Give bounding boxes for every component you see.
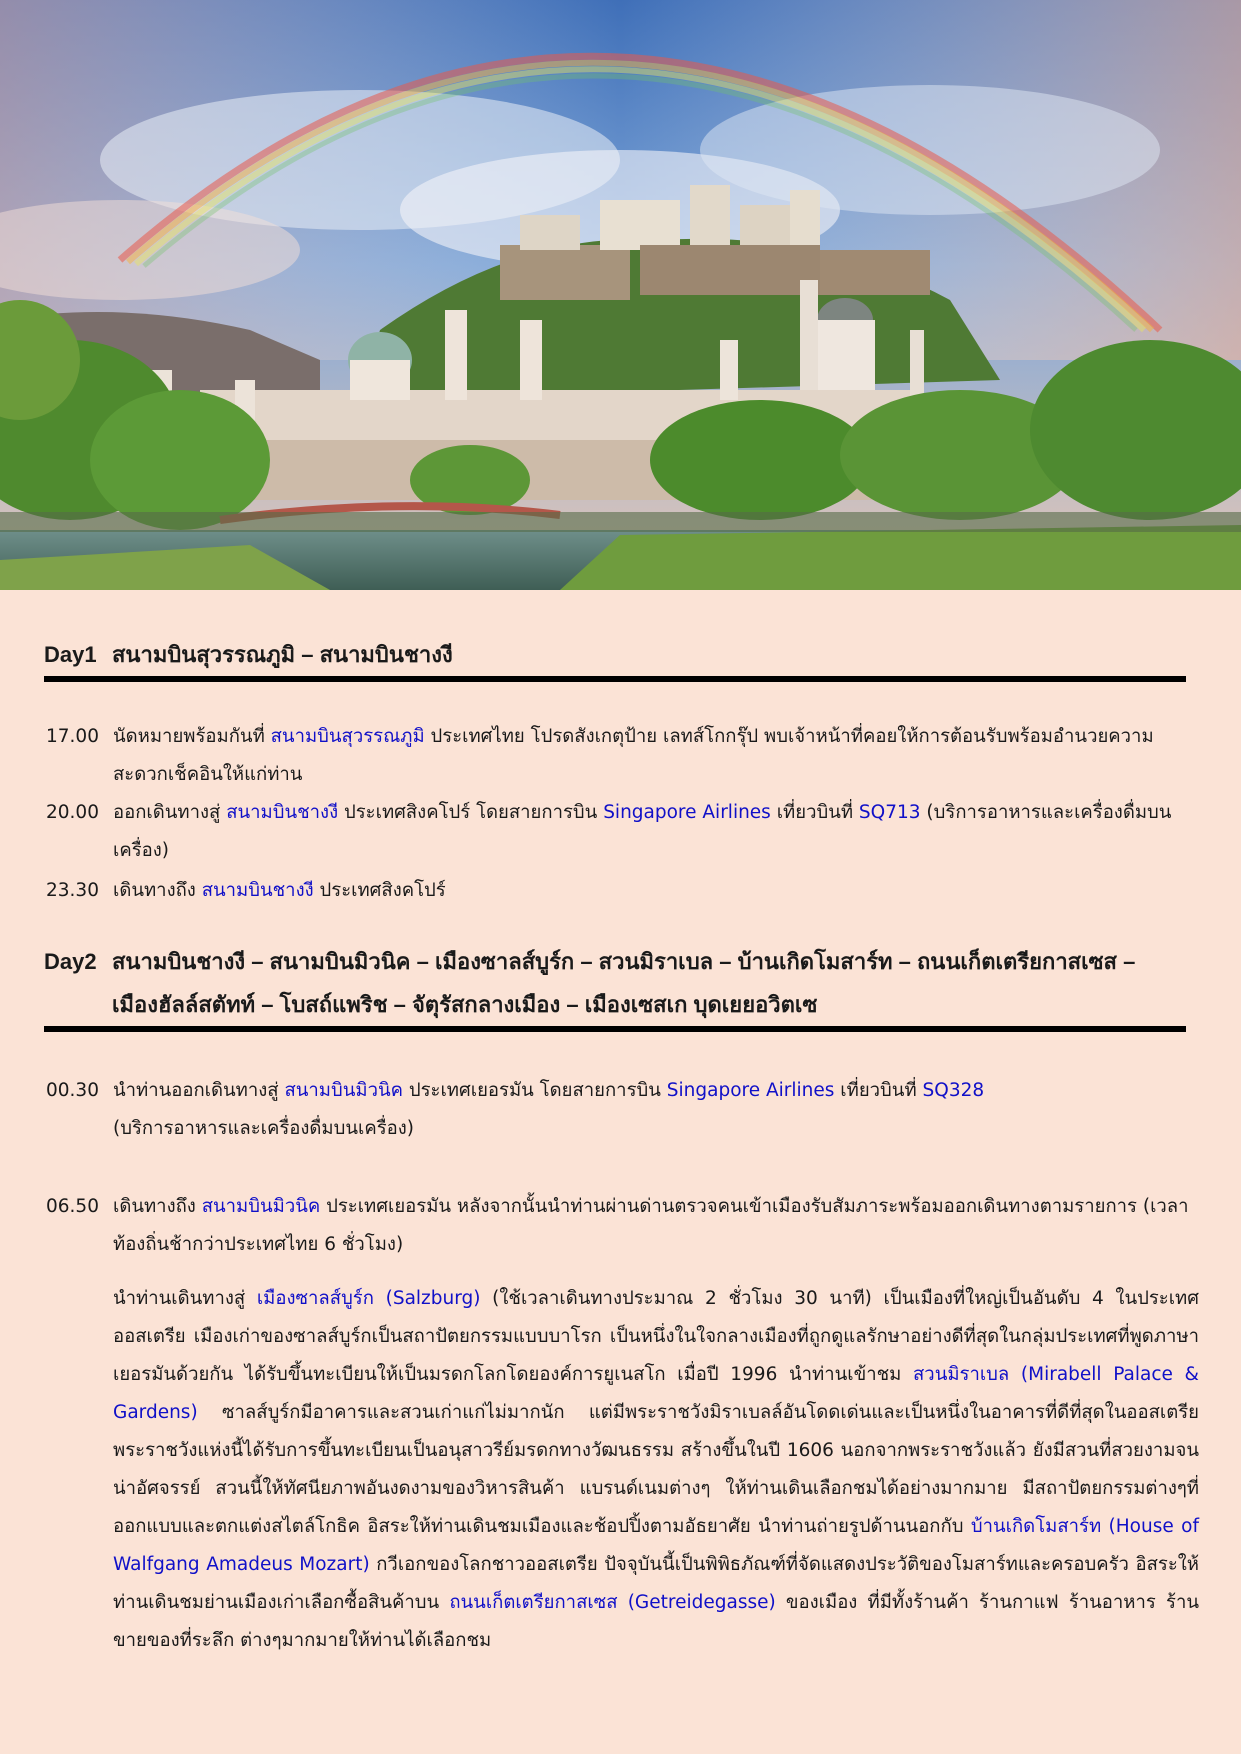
place-name: สนามบินชางงี [226,802,339,823]
entry-time: 00.30 [46,1080,99,1101]
itinerary-entry [46,1072,1198,1148]
place-name: บ้านเกิดโมสาร์ท (House of Walfgang Amadeus Mozart) [113,1516,1199,1575]
entry-time: 17.00 [46,726,99,747]
day2-header [44,940,1186,1032]
day2-title: สนามบินชางงี – สนามบินมิวนิค – เมืองซาลส์บูร์ก – สวนมิราเบล – บ้านเกิดโมสาร์ท – ถนนเก็ตเตรียกาสเซส – เมืองฮัลล์สตัทท์ – โบสถ์แพริช – จัตุรัสกลางเมือง – เมืองเซสเก บุดเยยอวิตเซ [112,949,1136,1017]
airline-name: Singapore Airlines [666,1080,835,1101]
place-name: สนามบินมิวนิค [201,1196,321,1217]
hero-photo-salzburg [0,0,1241,590]
place-name: สนามบินสุวรรณภูมิ [270,726,425,747]
itinerary-entry [46,794,1198,870]
flight-number: SQ328 [922,1080,985,1101]
place-name: สวนมิราเบล (Mirabell Palace & Gardens) [113,1364,1199,1423]
salzburg-description: นำท่านเดินทางสู่ เมืองซาลส์บูร์ก (Salzburg) (ใช้เวลาเดินทางประมาณ 2 ชั่วโมง 30 นาที) เป็นเมืองที่ใหญ่เป็นอันดับ 4 ในประเทศออสเตรีย เมืองเก่าของซาลส์บูร์กเป็นสถาปัตยกรรมแบบบาโรก เป็นหนึ่งในใจกลางเมืองที่ถูกดูแลรักษาอย่างดีที่สุดในกลุ่มประเทศที่พูดภาษาเยอรมันด้วยกัน ได้รับขึ้นทะเบียนให้เป็นมรดกโลกโดยองค์การยูเนสโก เมื่อปี 1996 นำท่านเข้าชม สวนมิราเบล (Mirabell Palace & Gardens) ซาลส์บูร์กมีอาคารและสวนเก่าแก่ไม่มากนัก แต่มีพระราชวังมิราเบลล์อันโดดเด่นและเป็นหนึ่งในอาคารที่ดีที่สุดในออสเตรีย พระราชวังแห่งนี้ได้รับการขึ้นทะเบียนเป็นอนุสาวรีย์มรดกทางวัฒนธรรม สร้างขึ้นในปี 1606 นอกจากพระราชวังแล้ว ยังมีสวนที่สวยงามจนน่าอัศจรรย์ สวนนี้ให้ทัศนียภาพอันงดงามของวิหารสินค้า แบรนด์เนมต่างๆ ให้ท่านเดินเลือกชมได้อย่างมากมาย มีสถาปัตยกรรมต่างๆที่ออกแบบและตกแต่งสไตล์โกธิค อิสระให้ท่านเดินชมเมืองและช้อปปิ้งตามอัธยาศัย นำท่านถ่ายรูปด้านนอกกับ บ้านเกิดโมสาร์ท (House of Walfgang Amadeus Mozart) กวีเอกของโลกชาวออสเตรีย ปัจจุบันนี้เป็นพิพิธภัณฑ์ที่จัดแสดงประวัติของโมสาร์ทและครอบครัว อิสระให้ท่านเดินชมย่านเมืองเก่าเลือกซื้อสินค้าบน ถนนเก็ตเตรียกาสเซส (Getreidegasse) ของเมือง ที่มีทั้งร้านค้า ร้านกาแฟ ร้านอาหาร ร้านขายของที่ระลึก ต่างๆมากมายให้ท่านได้เลือกชม [113,1288,1199,1651]
place-name: สนามบินมิวนิค [284,1080,403,1101]
day1-header [44,633,1186,682]
day1-label: Day1 [44,642,97,667]
airline-name: Singapore Airlines [603,802,771,823]
place-name: เมืองซาลส์บูร์ก (Salzburg) [256,1288,481,1309]
entry-text: นัดหมายพร้อมกันที่ สนามบินสุวรรณภูมิ ประเทศไทย โปรดสังเกตุป้าย เลทส์โกกรุ๊ป พบเจ้าหน้าที่คอยให้การต้อนรับพร้อมอำนวยความสะดวกเช็คอินให้แก่ท่าน [113,726,1154,785]
itinerary-entry [46,872,1198,910]
entry-time: 06.50 [46,1196,99,1217]
entry-text: เดินทางถึง สนามบินชางงี ประเทศสิงคโปร์ [113,880,446,901]
flight-number: SQ713 [858,802,921,823]
place-name: ถนนเก็ตเตรียกาสเซส (Getreidegasse) [449,1592,776,1613]
entry-time: 20.00 [46,802,99,823]
itinerary-entry [46,1188,1198,1264]
day1-title: สนามบินสุวรรณภูมิ – สนามบินชางงี [112,642,453,667]
entry-text: ออกเดินทางสู่ สนามบินชางงี ประเทศสิงคโปร์ โดยสายการบิน Singapore Airlines เที่ยวบินที่ SQ713 (บริการอาหารและเครื่องดื่มบนเครื่อง) [113,802,1172,861]
entry-time: 23.30 [46,880,99,901]
entry-text: เดินทางถึง สนามบินมิวนิค ประเทศเยอรมัน หลังจากนั้นนำท่านผ่านด่านตรวจคนเข้าเมืองรับสัมภาระพร้อมออกเดินทางตามรายการ (เวลาท้องถิ่นช้ากว่าประเทศไทย 6 ชั่วโมง) [113,1196,1189,1255]
place-name: สนามบินชางงี [201,880,314,901]
itinerary-entry [46,718,1198,794]
entry-text: นำท่านออกเดินทางสู่ สนามบินมิวนิค ประเทศเยอรมัน โดยสายการบิน Singapore Airlines เที่ยวบินที่ SQ328 (บริการอาหารและเครื่องดื่มบนเครื่อง) [113,1080,985,1139]
day2-label: Day2 [44,949,97,974]
